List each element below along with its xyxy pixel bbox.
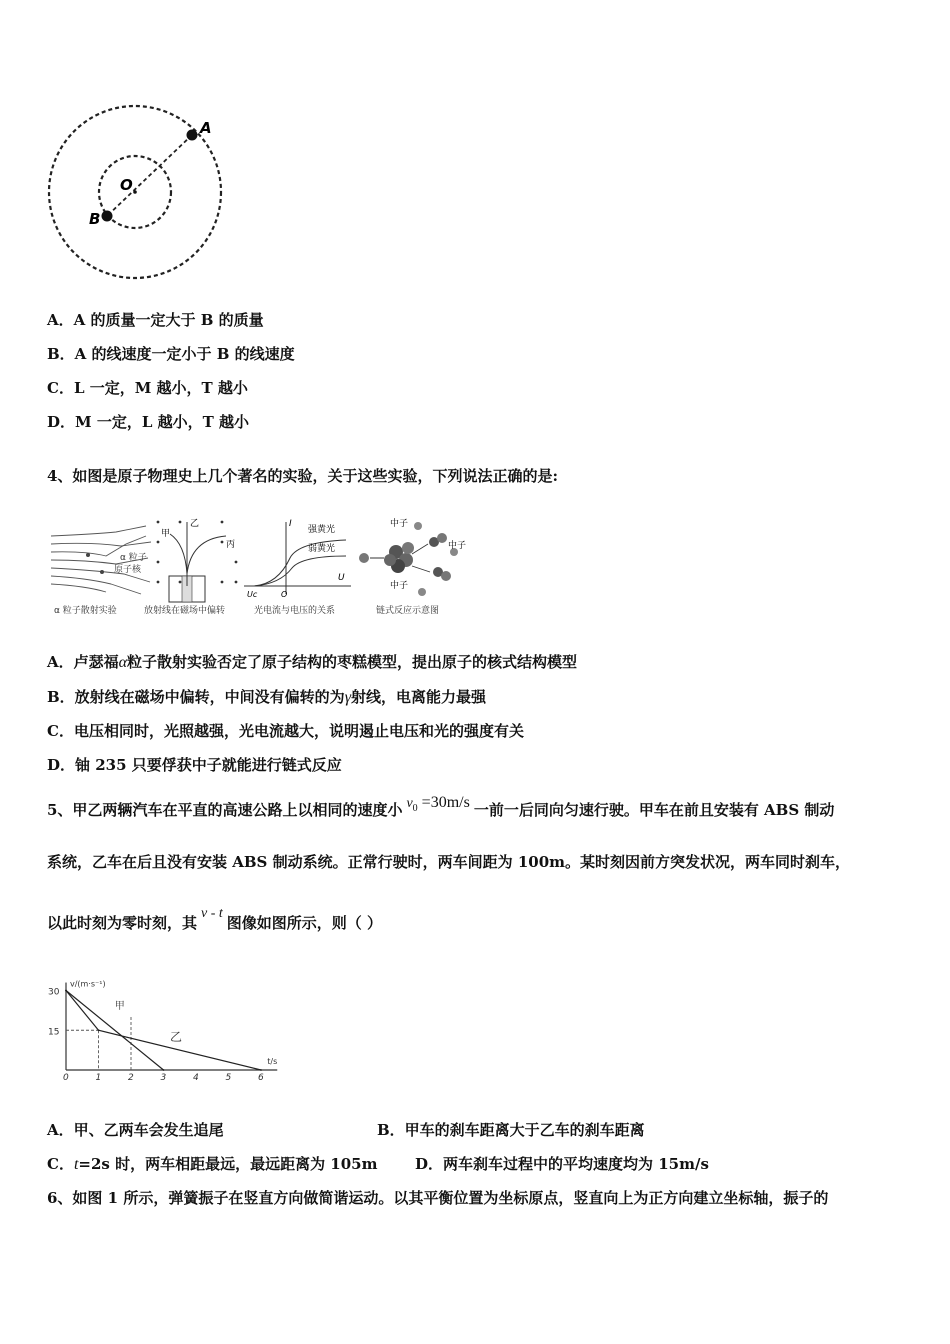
- q3-option-a: A．A 的质量一定大于 B 的质量: [47, 311, 264, 329]
- label-u-axis: U: [338, 573, 345, 583]
- caption-magnetic: 放射线在磁场中偏转: [144, 606, 226, 616]
- y-axis-label: v/(m·s⁻¹): [70, 979, 106, 989]
- q5-option-c: C．t=2s 时，两车相距最远，最远距离为 105m: [47, 1155, 378, 1173]
- center-o: [133, 190, 137, 194]
- label-jia: 甲: [161, 529, 171, 539]
- series-point: [163, 1069, 165, 1071]
- x-tick-label: 2: [128, 1073, 134, 1080]
- x-axis-label: t/s: [267, 1057, 278, 1066]
- q3-option-c: C．L 一定，M 越小，T 越小: [47, 379, 248, 397]
- label-yi: 乙: [190, 519, 200, 529]
- q4-option-c: C．电压相同时，光照越强，光电流越大，说明遏止电压和光的强度有关: [47, 722, 524, 740]
- x-tick-label: 6: [258, 1073, 264, 1080]
- label-bing: 丙: [226, 540, 236, 550]
- y-tick-label: 30: [48, 987, 60, 998]
- star-a: [187, 130, 198, 141]
- x-tick-label: 5: [225, 1073, 232, 1080]
- series-label-yi: 乙: [170, 1029, 183, 1044]
- series-point: [65, 990, 67, 992]
- q6-stem: 6、如图 1 所示，弹簧振子在竖直方向做简谐运动。以其平衡位置为坐标原点，竖直向上为正方向建立坐标轴，振子的: [47, 1189, 829, 1207]
- label-neutron-2: 中子: [448, 541, 467, 551]
- q5-option-b: B．甲车的刹车距离大于乙车的刹车距离: [377, 1121, 645, 1139]
- q4-option-a: A．卢瑟福α粒子散射实验否定了原子结构的枣糕模型，提出原子的核式结构模型: [47, 653, 578, 671]
- label-alpha: α 粒子: [120, 553, 147, 563]
- q5-line2: 系统，乙车在后且没有安装 ABS 制动系统。正常行驶时，两车间距为 100m。某时刻因前方突发状况，两车同时刹车，: [47, 853, 851, 871]
- binary-star-figure: [40, 100, 230, 285]
- series-point: [260, 1069, 262, 1071]
- q3-option-d: D．M 一定，L 越小，T 越小: [47, 413, 249, 431]
- photoelectric-panel: [244, 519, 351, 616]
- q5-option-d: D．两车刹车过程中的平均速度均为 15m/s: [415, 1155, 709, 1173]
- caption-photoelectric: 光电流与电压的关系: [254, 606, 336, 616]
- x-tick-label: 0: [63, 1073, 69, 1080]
- series-line-yi: [66, 991, 261, 1071]
- label-weak-light: 弱黄光: [308, 544, 336, 554]
- q4-stem: 4、如图是原子物理史上几个著名的实验，关于这些实验，下列说法正确的是:: [47, 467, 558, 485]
- label-a: A: [200, 119, 212, 137]
- magnetic-panel: [144, 518, 237, 616]
- q4-option-d: D．铀 235 只要俘获中子就能进行链式反应: [47, 756, 342, 774]
- caption-chain: 链式反应示意图: [376, 606, 440, 616]
- label-neutron-1: 中子: [390, 519, 409, 529]
- x-tick-label: 3: [160, 1073, 167, 1080]
- label-o: O: [120, 176, 133, 194]
- x-tick-label: 4: [193, 1073, 199, 1080]
- atomic-experiments-figure: [46, 514, 471, 619]
- chain-reaction-panel: [359, 517, 466, 616]
- label-b: B: [89, 210, 101, 228]
- label-neutron-3: 中子: [390, 581, 409, 591]
- label-nucleus: 原子核: [114, 565, 142, 575]
- y-tick-label: 15: [48, 1027, 60, 1038]
- q5-line1: 5、甲乙两辆汽车在平直的高速公路上以相同的速度小 $v^0 =30m/s$ 一前一后同向匀速行驶。甲车在前且安装有 ABS 制动: [47, 794, 835, 819]
- label-o-origin: O: [281, 590, 288, 599]
- label-i-axis: I: [289, 519, 292, 529]
- star-b: [102, 211, 113, 222]
- q5-option-a: A．甲、乙两车会发生追尾: [47, 1121, 224, 1139]
- series-label-jia: 甲: [114, 1001, 125, 1013]
- series-point: [98, 1029, 100, 1031]
- label-uc: Uc: [247, 590, 258, 599]
- q5-line3: 以此时刻为零时刻，其v - t图像如图所示，则（ ）: [47, 906, 383, 932]
- q3-option-b: B．A 的线速度一定小于 B 的线速度: [47, 345, 295, 363]
- label-strong-light: 强黄光: [308, 525, 336, 535]
- vt-chart: [46, 960, 296, 1080]
- connecting-line: [106, 135, 192, 217]
- q4-option-b: B．放射线在磁场中偏转，中间没有偏转的为γ射线，电离能力最强: [47, 688, 487, 706]
- x-tick-label: 1: [95, 1073, 102, 1080]
- caption-alpha: α 粒子散射实验: [54, 606, 117, 616]
